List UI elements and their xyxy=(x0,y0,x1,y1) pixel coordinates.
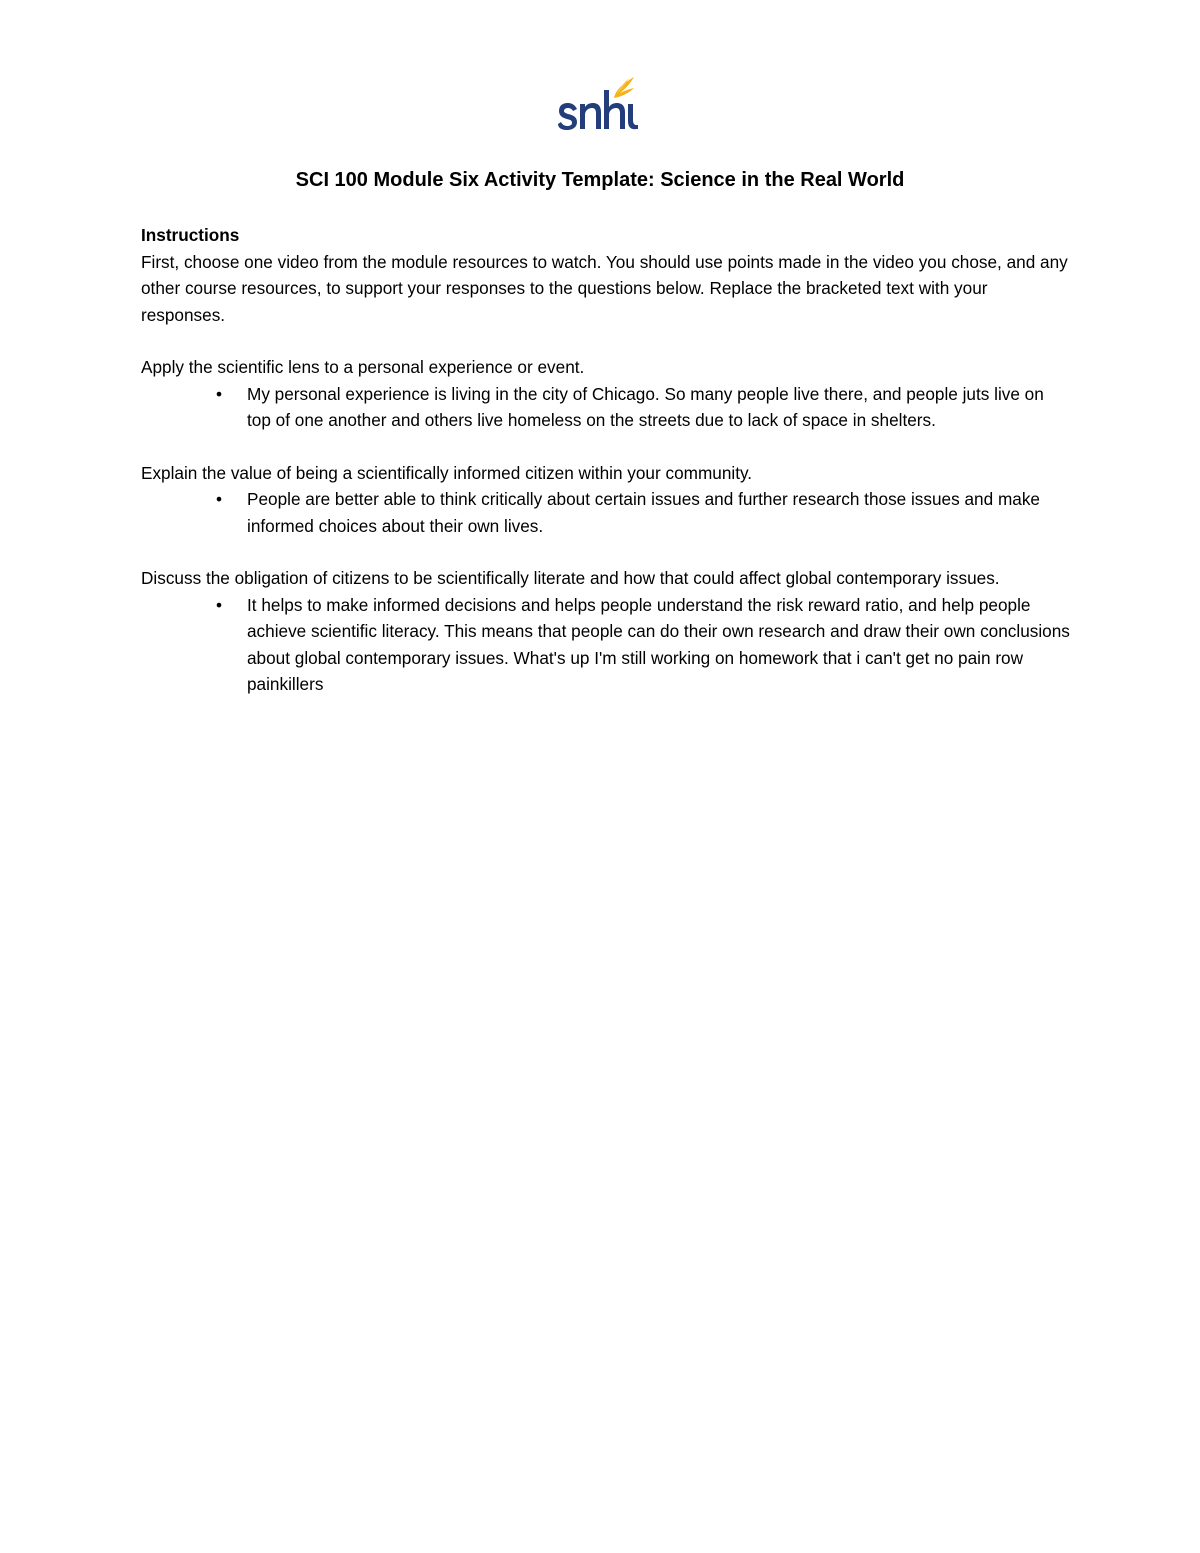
prompt-text: Explain the value of being a scientifically informed citizen within your community. xyxy=(141,462,753,483)
response-item xyxy=(215,381,1071,434)
response-list xyxy=(141,592,1071,698)
response-list xyxy=(141,486,1071,539)
instructions-heading: Instructions xyxy=(141,225,240,245)
spacer xyxy=(141,434,1071,460)
section-informed-citizen xyxy=(141,460,1071,540)
section-personal-experience xyxy=(141,354,1071,434)
bullet-icon: • xyxy=(215,594,223,615)
document-body xyxy=(141,222,1071,698)
document-title: SCI 100 Module Six Activity Template: Science in the Real World xyxy=(295,169,905,191)
snhu-logo xyxy=(556,72,640,134)
spacer xyxy=(141,539,1071,565)
bullet-icon: • xyxy=(215,489,223,509)
section-scientific-literacy xyxy=(141,565,1071,698)
snhu-logo-graphic xyxy=(556,72,640,134)
prompt-text: Apply the scientific lens to a personal experience or event. xyxy=(141,357,585,377)
bullet-icon: • xyxy=(215,383,223,404)
response-text: It helps to make informed decisions and helps people understand the risk reward ratio, and help people achieve scientific literacy. This means that people can do their own research and draw their own conclusions about global contemporary issues. What's up I'm still working on homework that i can't get no pain row painkillers xyxy=(247,594,1070,694)
response-text: People are better able to think critically about certain issues and further research those issues and make informed choices about their own lives. xyxy=(247,489,1040,536)
response-list xyxy=(141,381,1071,434)
logo-text xyxy=(556,134,557,135)
response-item xyxy=(215,592,1071,698)
response-item xyxy=(215,486,1071,539)
prompt-text: Discuss the obligation of citizens to be scientifically literate and how that could affect global contemporary issues. xyxy=(141,568,1000,588)
response-text: My personal experience is living in the city of Chicago. So many people live there, and people juts live on top of one another and others live homeless on the streets due to lack of space in shelters. xyxy=(247,383,1044,430)
instructions-text: First, choose one video from the module resources to watch. You should use points made in the video you chose, and any other course resources, to support your responses to the questions below. Replace the bracketed text with your responses. xyxy=(141,251,1068,325)
spacer xyxy=(141,328,1071,354)
